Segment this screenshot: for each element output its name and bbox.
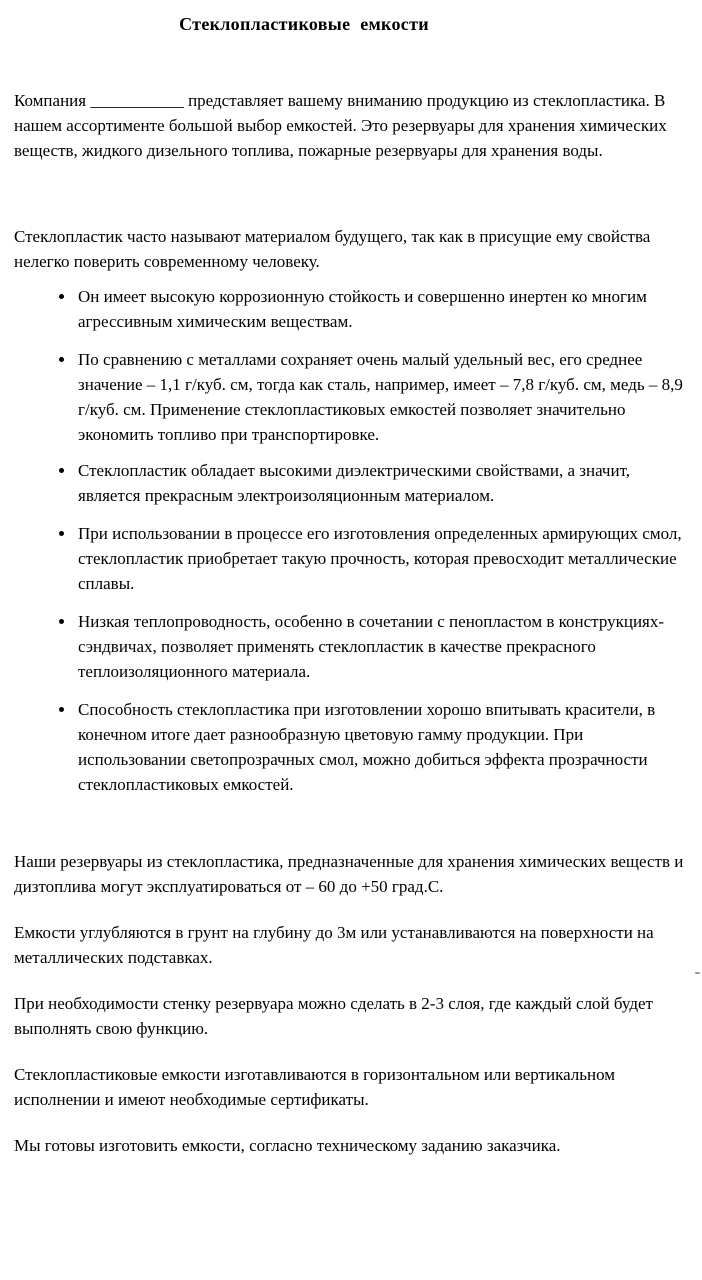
closing-section: [14, 849, 684, 1158]
closing-paragraph: При необходимости стенку резервуара можно сделать в 2-3 слоя, где каждый слой будет выполнять свою функцию.: [14, 994, 653, 1038]
list-item: • Низкая теплопроводность, особенно в сочетании с пенопластом в конструкциях-сэндвичах, позволяет применять стеклопластик в качестве прекрасного теплоизоляционного материала.: [76, 609, 684, 684]
list-item: • Способность стеклопластика при изготовлении хорошо впитывать красители, в конечном итоге дает разнообразную цветовую гамму продукции. При использовании светопрозрачных смол, можно добиться эффекта прозрачности стеклопластиковых емкостей.: [76, 697, 684, 797]
features-list: [14, 284, 684, 797]
closing-paragraph: Стеклопластиковые емкости изготавливаются в горизонтальном или вертикальном исполнении и имеют необходимые сертификаты.: [14, 1065, 616, 1109]
list-item: • При использовании в процессе его изготовления определенных армирующих смол, стеклопластик приобретает такую прочность, которая превосходит металлические сплавы.: [76, 521, 684, 596]
list-item: • Он имеет высокую коррозионную стойкость и совершенно инертен ко многим агрессивным химическим веществам.: [76, 284, 684, 334]
list-item: • Стеклопластик обладает высокими диэлектрическими свойствами, а значит, является прекрасным электроизоляционным материалом.: [76, 458, 684, 508]
second-paragraph: Стеклопластик часто называют материалом будущего, так как в присущие ему свойства нелегко поверить современному человеку.: [14, 227, 651, 271]
scan-artifact: [695, 972, 700, 974]
intro-paragraph: Компания ___________ представляет вашему вниманию продукцию из стеклопластика. В нашем ассортименте большой выбор емкостей. Это резервуары для хранения химических веществ, жидкого дизельного топлива, пожарные резервуары для хранения воды.: [14, 91, 667, 160]
closing-paragraph: Мы готовы изготовить емкости, согласно техническому заданию заказчика.: [14, 1136, 561, 1155]
closing-paragraph: Емкости углубляются в грунт на глубину до 3м или устанавливаются на поверхности на металлических подставках.: [14, 923, 654, 967]
closing-paragraph: Наши резервуары из стеклопластика, предназначенные для хранения химических веществ и дизтоплива могут эксплуатироваться от – 60 до +50 град.С.: [14, 852, 684, 896]
list-item: • По сравнению с металлами сохраняет очень малый удельный вес, его среднее значение – 1,1 г/куб. см, тогда как сталь, например, имеет – 7,8 г/куб. см, медь – 8,9 г/куб. см. Применение стеклопластиковых емкостей позволяет значительно экономить топливо при транспортировке.: [76, 347, 684, 447]
page-title: Стеклопластиковые емкости: [179, 14, 429, 34]
